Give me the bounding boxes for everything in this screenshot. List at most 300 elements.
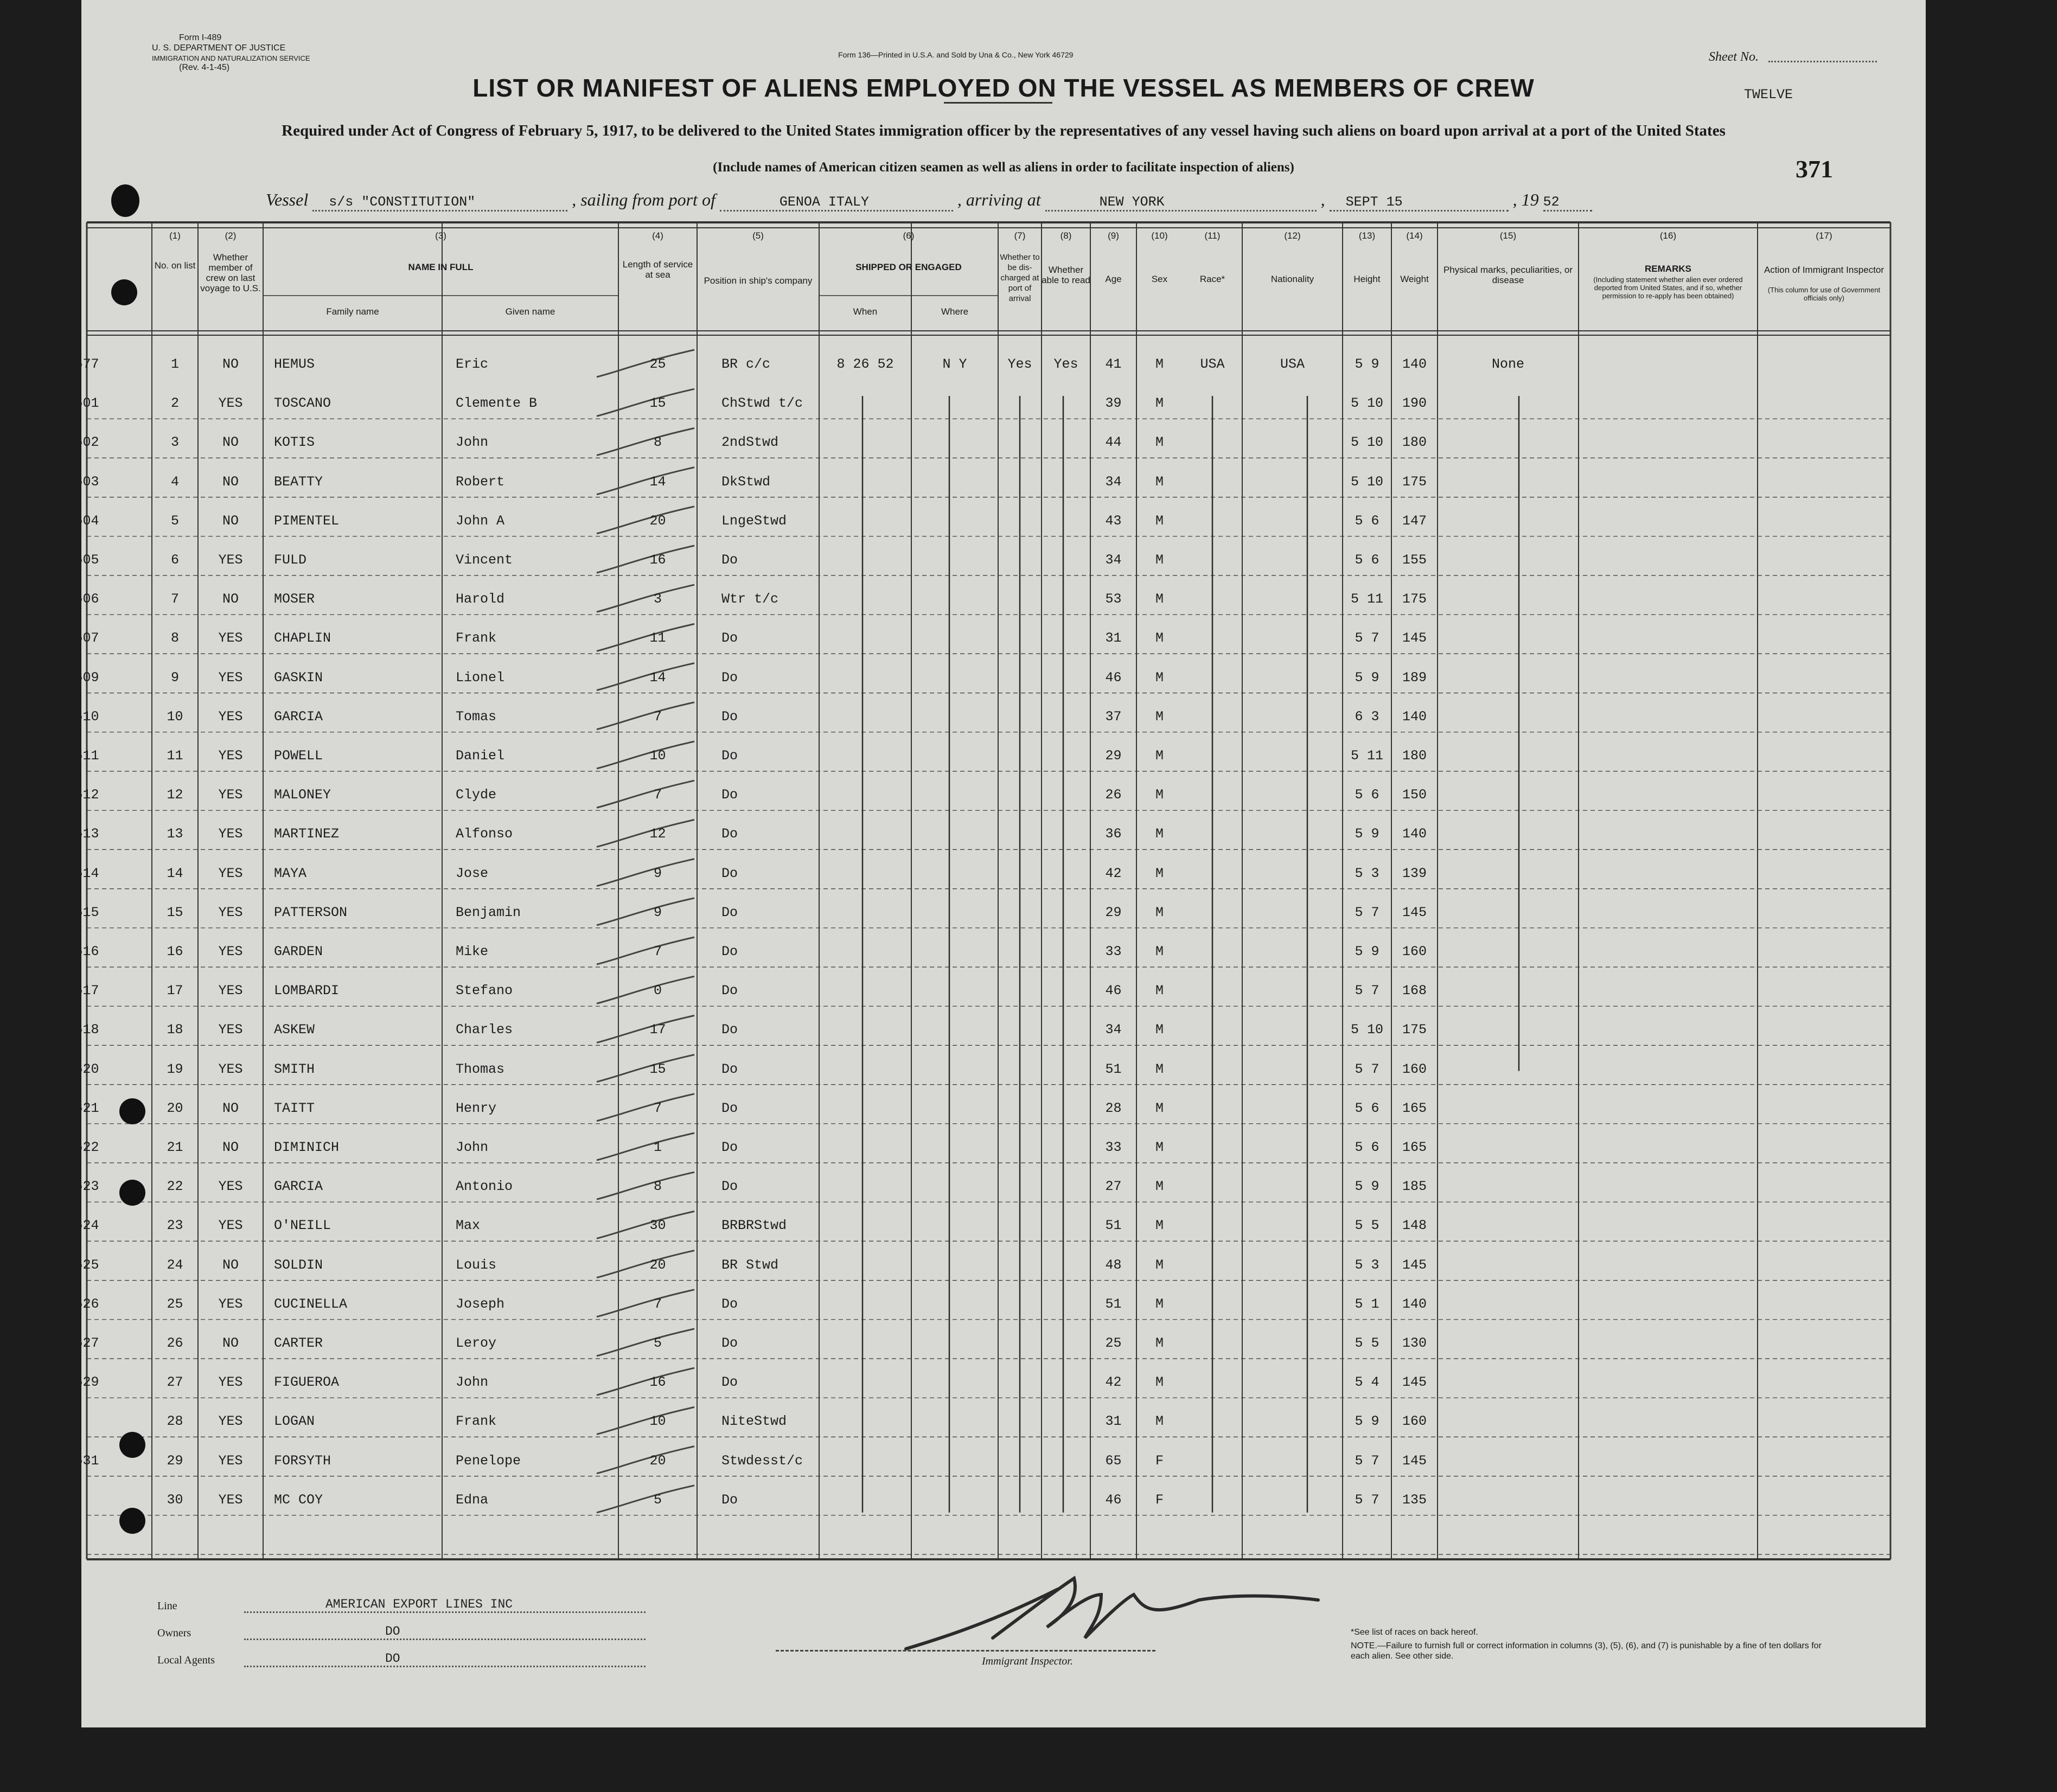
row-family-name: MC COY — [274, 1492, 323, 1508]
row-given-name: Clemente B — [456, 395, 538, 412]
row-family-name: KOTIS — [274, 434, 315, 451]
row-sex: M — [1155, 591, 1164, 607]
row-position: DkStwd — [721, 473, 771, 490]
row-weight: 155 — [1402, 552, 1427, 568]
row-length: 25 — [649, 356, 666, 372]
line-value: AMERICAN EXPORT LINES INC — [244, 1597, 646, 1613]
row-position: Do — [721, 826, 738, 842]
row-family-name: TAITT — [274, 1100, 315, 1116]
row-weight: 130 — [1402, 1335, 1427, 1351]
row-age: 46 — [1105, 1492, 1122, 1508]
row-ref: 615 — [74, 904, 99, 920]
row-length: 1 — [653, 1140, 662, 1155]
row-given-name: Edna — [456, 1492, 489, 1508]
row-height: 5 11 — [1350, 748, 1383, 764]
row-given-name: Alfonso — [456, 826, 513, 842]
row-age: 34 — [1105, 473, 1122, 490]
row-height: 5 10 — [1350, 434, 1383, 451]
column-number: (17) — [1816, 231, 1832, 241]
row-age: 27 — [1105, 1179, 1122, 1195]
column-number: (13) — [1358, 231, 1376, 241]
row-crew: YES — [218, 826, 243, 842]
row-position: Do — [721, 1179, 738, 1195]
row-given-name: Daniel — [456, 748, 505, 764]
row-ref: 621 — [74, 1100, 99, 1116]
row-sex: M — [1155, 395, 1164, 412]
row-position: 2ndStwd — [721, 434, 779, 451]
row-age: 51 — [1105, 1296, 1122, 1312]
row-age: 65 — [1105, 1452, 1122, 1469]
row-number: 8 — [170, 630, 179, 647]
row-crew: NO — [222, 513, 239, 529]
column-number: (14) — [1406, 231, 1423, 241]
row-height: 5 10 — [1350, 473, 1383, 490]
row-position: Stwdesst/c — [721, 1452, 803, 1469]
table-row — [74, 826, 1926, 848]
row-position: Do — [721, 865, 738, 881]
row-number: 16 — [167, 944, 183, 959]
requirement-text: Required under Act of Congress of February 5, 1917, to be delivered to the United States immigration officer by the representatives of any vessel having such aliens on board upon arrival at a port of the United States — [282, 122, 1726, 139]
table-row — [74, 473, 1926, 496]
row-age: 39 — [1105, 395, 1122, 412]
row-crew: YES — [218, 708, 243, 725]
row-position: Do — [721, 983, 738, 999]
row-sex: M — [1155, 513, 1164, 529]
header-when: When — [853, 306, 878, 317]
row-given-name: Charles — [456, 1022, 513, 1038]
row-height: 5 6 — [1355, 552, 1379, 568]
row-number: 5 — [170, 513, 179, 529]
row-position: Do — [721, 944, 738, 959]
row-crew: YES — [218, 865, 243, 881]
row-crew: NO — [222, 1100, 239, 1116]
row-number: 1 — [170, 356, 179, 372]
table-row — [74, 748, 1926, 770]
row-number: 23 — [167, 1218, 183, 1234]
row-family-name: GARDEN — [274, 944, 323, 959]
row-weight: 165 — [1402, 1140, 1427, 1155]
row-height: 5 10 — [1350, 1022, 1383, 1038]
row-number: 17 — [167, 983, 183, 999]
row-sex: M — [1155, 1374, 1164, 1391]
sailing-label: , sailing from port of — [572, 190, 716, 209]
row-number: 26 — [167, 1335, 183, 1351]
table-row — [74, 1218, 1926, 1239]
row-height: 5 7 — [1355, 1061, 1379, 1077]
row-number: 29 — [167, 1452, 183, 1469]
row-family-name: CARTER — [274, 1335, 323, 1351]
table-row — [74, 983, 1926, 1004]
row-ref: 626 — [74, 1296, 99, 1312]
row-position: BR Stwd — [721, 1257, 779, 1273]
header-discharged: Whether to be dis- charged at port of arrival — [1000, 253, 1040, 303]
row-crew: YES — [218, 1022, 243, 1038]
row-age: 29 — [1105, 748, 1122, 764]
row-discharged: Yes — [1007, 356, 1032, 372]
table-row — [74, 865, 1926, 887]
inspector-label: Immigrant Inspector. — [982, 1655, 1073, 1667]
row-number: 19 — [167, 1061, 183, 1077]
row-length: 7 — [653, 944, 662, 959]
row-position: Do — [721, 669, 738, 686]
row-weight: 145 — [1402, 1374, 1427, 1391]
row-family-name: LOGAN — [274, 1413, 315, 1430]
header-age: Age — [1105, 274, 1122, 284]
row-given-name: Mike — [456, 944, 489, 959]
row-ref: 623 — [74, 1179, 99, 1195]
owners-label: Owners — [157, 1627, 191, 1639]
table-row — [81, 1492, 1926, 1514]
row-family-name: SOLDIN — [274, 1257, 323, 1273]
row-length: 9 — [653, 904, 662, 920]
column-number: (6) — [903, 231, 915, 241]
table-row — [74, 434, 1926, 456]
penalty-note: NOTE.—Failure to furnish full or correct information in columns (3), (5), (6), and (7) is punishable by a fine of ten dollars for each alien. See other side. — [1351, 1641, 1822, 1661]
row-number: 15 — [167, 904, 183, 920]
table-row — [74, 1452, 1926, 1475]
row-position: Do — [721, 1100, 738, 1116]
row-family-name: MAYA — [274, 865, 307, 881]
row-family-name: SMITH — [274, 1061, 315, 1077]
row-height: 5 10 — [1350, 395, 1383, 412]
row-given-name: Benjamin — [456, 904, 521, 920]
table-row — [74, 356, 1926, 378]
row-age: 42 — [1105, 1374, 1122, 1391]
row-crew: YES — [218, 1492, 243, 1508]
row-given-name: Thomas — [456, 1061, 505, 1077]
row-family-name: PIMENTEL — [274, 513, 340, 529]
row-family-name: MOSER — [274, 591, 315, 607]
owners-value: DO — [244, 1624, 646, 1640]
row-weight: 185 — [1402, 1179, 1427, 1195]
column-number: (4) — [652, 231, 663, 241]
row-age: 51 — [1105, 1061, 1122, 1077]
row-age: 42 — [1105, 865, 1122, 881]
header-given-name: Given name — [505, 306, 555, 317]
row-length: 7 — [653, 1296, 662, 1312]
row-crew: YES — [218, 1374, 243, 1391]
row-age: 28 — [1105, 1100, 1122, 1116]
row-crew: NO — [222, 356, 239, 372]
row-position: LngeStwd — [721, 513, 787, 529]
table-row — [74, 904, 1926, 926]
row-number: 11 — [167, 748, 183, 764]
row-ref: 624 — [74, 1218, 99, 1234]
header-member-crew: Whether member of crew on last voyage to U.S. — [200, 252, 261, 293]
row-length: 8 — [653, 434, 662, 451]
row-family-name: MARTINEZ — [274, 826, 340, 842]
row-family-name: FULD — [274, 552, 307, 568]
row-given-name: Eric — [456, 356, 489, 372]
row-ref: 606 — [74, 591, 99, 607]
header-sex: Sex — [1151, 274, 1168, 284]
row-weight: 139 — [1402, 865, 1427, 881]
row-number: 10 — [167, 708, 183, 725]
table-row — [74, 708, 1926, 731]
row-sex: M — [1155, 1257, 1164, 1273]
row-sex: M — [1155, 669, 1164, 686]
row-ref: 607 — [74, 630, 99, 647]
table-row — [74, 944, 1926, 965]
row-ref: 601 — [74, 395, 99, 412]
header-weight: Weight — [1400, 274, 1429, 284]
row-family-name: DIMINICH — [274, 1140, 340, 1155]
row-sex: M — [1155, 865, 1164, 881]
row-sex: M — [1155, 1061, 1164, 1077]
row-position: Wtr t/c — [721, 591, 779, 607]
row-length: 9 — [653, 865, 662, 881]
row-sex: M — [1155, 904, 1164, 920]
row-sex: M — [1155, 473, 1164, 490]
table-row — [74, 1335, 1926, 1357]
table-row — [74, 1257, 1926, 1279]
row-family-name: FORSYTH — [274, 1452, 331, 1469]
row-ref: 629 — [74, 1374, 99, 1391]
row-height: 5 9 — [1355, 356, 1379, 372]
row-ref: 620 — [74, 1061, 99, 1077]
table-row — [81, 1413, 1926, 1435]
row-height: 5 3 — [1355, 865, 1379, 881]
row-family-name: CUCINELLA — [274, 1296, 348, 1312]
row-height: 5 7 — [1355, 630, 1379, 647]
row-given-name: Leroy — [456, 1335, 497, 1351]
row-where: N Y — [942, 356, 967, 372]
row-sex: M — [1155, 983, 1164, 999]
row-ref: 616 — [74, 944, 99, 959]
row-position: Do — [721, 630, 738, 647]
row-ref: 609 — [74, 669, 99, 686]
row-given-name: Henry — [456, 1100, 497, 1116]
row-position: BR c/c — [721, 356, 771, 372]
manifest-sheet — [74, 0, 1926, 1727]
header-no-on-list: No. on list — [154, 260, 196, 271]
row-length: 3 — [653, 591, 662, 607]
row-length: 16 — [649, 552, 666, 568]
row-height: 5 1 — [1355, 1296, 1379, 1312]
row-crew: NO — [222, 1335, 239, 1351]
row-ref: 603 — [74, 473, 99, 490]
row-crew: YES — [218, 787, 243, 803]
row-crew: NO — [222, 473, 239, 490]
row-family-name: GASKIN — [274, 669, 323, 686]
vessel-label: Vessel — [266, 190, 309, 209]
row-family-name: PATTERSON — [274, 904, 348, 920]
row-number: 6 — [170, 552, 179, 568]
port-to: NEW YORK — [1045, 194, 1317, 212]
header-length-service: Length of service at sea — [622, 259, 693, 280]
row-length: 30 — [649, 1218, 666, 1234]
row-age: 34 — [1105, 1022, 1122, 1038]
row-length: 16 — [649, 1374, 666, 1391]
table-row — [74, 630, 1926, 652]
header-nationality: Nationality — [1270, 274, 1314, 284]
row-family-name: POWELL — [274, 748, 323, 764]
row-ref: 602 — [74, 434, 99, 451]
row-weight: 145 — [1402, 630, 1427, 647]
table-row — [74, 787, 1926, 809]
table-row — [74, 1100, 1926, 1122]
row-number: 28 — [167, 1413, 183, 1430]
row-ref: 614 — [74, 865, 99, 881]
punch-hole — [119, 1098, 145, 1124]
column-number: (7) — [1014, 231, 1026, 241]
row-length: 20 — [649, 1257, 666, 1273]
table-row — [74, 552, 1926, 574]
row-age: 43 — [1105, 513, 1122, 529]
row-sex: M — [1155, 1179, 1164, 1195]
row-sex: M — [1155, 1218, 1164, 1234]
service: IMMIGRATION AND NATURALIZATION SERVICE — [152, 54, 310, 62]
row-ref: 605 — [74, 552, 99, 568]
header-family-name: Family name — [326, 306, 379, 317]
header-action-note: (This column for use of Government officials only) — [1767, 286, 1881, 302]
row-crew: YES — [218, 944, 243, 959]
header-able-read: Whether able to read — [1042, 265, 1090, 285]
row-age: 46 — [1105, 669, 1122, 686]
row-weight: 145 — [1402, 1257, 1427, 1273]
row-age: 31 — [1105, 630, 1122, 647]
row-length: 10 — [649, 1413, 666, 1430]
row-given-name: Frank — [456, 1413, 497, 1430]
row-length: 11 — [649, 630, 666, 647]
row-crew: YES — [218, 983, 243, 999]
row-given-name: Stefano — [456, 983, 513, 999]
arriving-label: , arriving at — [957, 190, 1041, 209]
row-family-name: GARCIA — [274, 1179, 323, 1195]
row-crew: YES — [218, 1296, 243, 1312]
row-age: 34 — [1105, 552, 1122, 568]
row-height: 5 3 — [1355, 1257, 1379, 1273]
row-crew: YES — [218, 552, 243, 568]
row-length: 5 — [653, 1335, 662, 1351]
row-sex: M — [1155, 552, 1164, 568]
punch-hole — [111, 184, 139, 217]
row-age: 31 — [1105, 1413, 1122, 1430]
vessel-line: Vessel s/s "CONSTITUTION" , sailing from port of GENOA ITALY , arriving at NEW YORK , SEPT 15 , 19 52 — [266, 190, 1592, 212]
punch-hole — [119, 1180, 145, 1206]
column-number: (9) — [1108, 231, 1119, 241]
row-age: 44 — [1105, 434, 1122, 451]
row-crew: YES — [218, 1218, 243, 1234]
row-sex: F — [1155, 1452, 1164, 1469]
row-crew: NO — [222, 434, 239, 451]
row-number: 4 — [170, 473, 179, 490]
row-physical: None — [1491, 356, 1524, 372]
row-number: 13 — [167, 826, 183, 842]
row-family-name: HEMUS — [274, 356, 315, 372]
race-note: *See list of races on back hereof. — [1351, 1628, 1478, 1637]
stamp-number: 371 — [1796, 155, 1833, 183]
column-number: (12) — [1284, 231, 1301, 241]
header-physical: Physical marks, peculiarities, or disease — [1443, 265, 1573, 285]
row-sex: M — [1155, 434, 1164, 451]
row-length: 8 — [653, 1179, 662, 1195]
column-number: (2) — [225, 231, 237, 241]
row-length: 20 — [649, 1452, 666, 1469]
row-crew: YES — [218, 630, 243, 647]
row-sex: M — [1155, 1140, 1164, 1155]
column-number: (8) — [1060, 231, 1072, 241]
row-age: 46 — [1105, 983, 1122, 999]
row-length: 14 — [649, 473, 666, 490]
row-position: Do — [721, 1022, 738, 1038]
row-position: Do — [721, 552, 738, 568]
printer-line: Form 136—Printed in U.S.A. and Sold by Una & Co., New York 46729 — [838, 50, 1074, 59]
row-number: 2 — [170, 395, 179, 412]
row-height: 5 9 — [1355, 826, 1379, 842]
row-family-name: BEATTY — [274, 473, 323, 490]
row-family-name: MALONEY — [274, 787, 331, 803]
row-crew: NO — [222, 1140, 239, 1155]
row-sex: M — [1155, 1296, 1164, 1312]
row-given-name: Louis — [456, 1257, 497, 1273]
row-age: 33 — [1105, 1140, 1122, 1155]
row-family-name: CHAPLIN — [274, 630, 331, 647]
row-crew: YES — [218, 669, 243, 686]
row-length: 7 — [653, 1100, 662, 1116]
row-weight: 189 — [1402, 669, 1427, 686]
row-height: 5 6 — [1355, 1140, 1379, 1155]
row-age: 25 — [1105, 1335, 1122, 1351]
row-height: 5 7 — [1355, 983, 1379, 999]
header-shipped: SHIPPED OR ENGAGED — [855, 262, 962, 272]
row-weight: 160 — [1402, 944, 1427, 959]
row-ref: 611 — [74, 748, 99, 764]
row-position: Do — [721, 748, 738, 764]
row-position: Do — [721, 1296, 738, 1312]
row-number: 27 — [167, 1374, 183, 1391]
row-ref: 627 — [74, 1335, 99, 1351]
row-weight: 160 — [1402, 1061, 1427, 1077]
row-length: 20 — [649, 513, 666, 529]
table-row — [74, 1179, 1926, 1200]
row-age: 51 — [1105, 1218, 1122, 1234]
row-family-name: ASKEW — [274, 1022, 315, 1038]
row-weight: 180 — [1402, 434, 1427, 451]
table-row — [74, 591, 1926, 613]
row-position: BRBRStwd — [721, 1218, 787, 1234]
requirement-note: (Include names of American citizen seamen as well as aliens in order to facilitate inspection of aliens) — [713, 160, 1294, 175]
row-height: 5 6 — [1355, 787, 1379, 803]
column-number: (16) — [1659, 231, 1677, 241]
row-crew: NO — [222, 591, 239, 607]
row-ref: 612 — [74, 787, 99, 803]
row-ref: 631 — [74, 1452, 99, 1469]
row-height: 5 7 — [1355, 1492, 1379, 1508]
sheet-label: Sheet No. — [1709, 50, 1759, 64]
sheet-value: TWELVE — [1744, 87, 1793, 103]
vessel-name: s/s "CONSTITUTION" — [312, 194, 567, 212]
row-weight: 148 — [1402, 1218, 1427, 1234]
arrival-year: 52 — [1543, 194, 1592, 212]
header-action: Action of Immigrant Inspector — [1764, 265, 1884, 275]
table-row — [74, 513, 1926, 535]
row-ref: 613 — [74, 826, 99, 842]
header-remarks: REMARKS — [1645, 264, 1691, 274]
row-length: 0 — [653, 983, 662, 999]
column-number: (15) — [1499, 231, 1517, 241]
table-row — [74, 1140, 1926, 1161]
row-crew: YES — [218, 1061, 243, 1077]
row-weight: 175 — [1402, 473, 1427, 490]
row-given-name: Robert — [456, 473, 505, 490]
punch-hole — [119, 1432, 145, 1458]
row-ref: 622 — [74, 1140, 99, 1155]
row-age: 41 — [1105, 356, 1122, 372]
row-length: 7 — [653, 708, 662, 725]
row-height: 5 6 — [1355, 513, 1379, 529]
row-age: 48 — [1105, 1257, 1122, 1273]
